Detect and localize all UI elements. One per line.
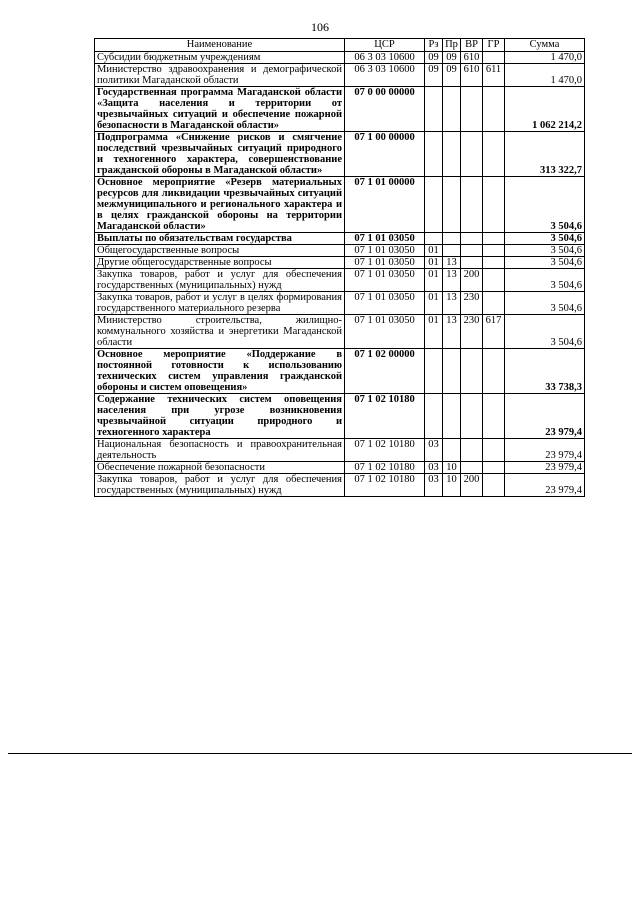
- cell-csr: 07 1 01 03050: [345, 315, 425, 349]
- cell-vr: [461, 132, 483, 177]
- table-row: [95, 257, 585, 269]
- cell-pr: 13: [443, 269, 461, 292]
- cell-pr: [443, 245, 461, 257]
- cell-gr: [483, 257, 505, 269]
- cell-vr: [461, 245, 483, 257]
- cell-sum: 1 062 214,2: [505, 87, 585, 132]
- cell-rz: [425, 394, 443, 439]
- cell-name: Закупка товаров, работ и услуг для обеспечения государственных (муниципальных) нужд: [95, 269, 345, 292]
- cell-csr: 07 1 01 03050: [345, 257, 425, 269]
- cell-rz: 09: [425, 64, 443, 87]
- table-header-row: [95, 39, 585, 52]
- cell-name: Основное мероприятие «Поддержание в постоянной готовности к использованию технических систем управления гражданской обороны и систем оповещения»: [95, 349, 345, 394]
- cell-pr: 13: [443, 257, 461, 269]
- cell-name: Закупка товаров, работ и услуг для обеспечения государственных (муниципальных) нужд: [95, 474, 345, 497]
- cell-gr: [483, 474, 505, 497]
- cell-name: Государственная программа Магаданской области «Защита населения и территории от чрезвычайных ситуаций и обеспечение пожарной безопасности в Магаданской области»: [95, 87, 345, 132]
- cell-gr: [483, 462, 505, 474]
- table-row: [95, 462, 585, 474]
- header-vr: ВР: [461, 39, 483, 52]
- table-body: [95, 52, 585, 497]
- cell-csr: 07 1 02 10180: [345, 474, 425, 497]
- cell-csr: 06 3 03 10600: [345, 52, 425, 64]
- cell-csr: 07 1 01 03050: [345, 292, 425, 315]
- cell-gr: [483, 439, 505, 462]
- cell-gr: [483, 394, 505, 439]
- cell-csr: 06 3 03 10600: [345, 64, 425, 87]
- cell-pr: [443, 394, 461, 439]
- cell-sum: 1 470,0: [505, 52, 585, 64]
- cell-pr: 10: [443, 474, 461, 497]
- header-name: Наименование: [95, 39, 345, 52]
- cell-vr: 610: [461, 52, 483, 64]
- cell-sum: 3 504,6: [505, 315, 585, 349]
- cell-sum: 3 504,6: [505, 269, 585, 292]
- table-row: [95, 269, 585, 292]
- cell-rz: [425, 177, 443, 233]
- table-row: [95, 233, 585, 245]
- table-row: [95, 177, 585, 233]
- cell-pr: [443, 233, 461, 245]
- bottom-rule: [8, 753, 632, 754]
- cell-vr: 200: [461, 269, 483, 292]
- cell-vr: [461, 394, 483, 439]
- cell-pr: [443, 439, 461, 462]
- cell-sum: 33 738,3: [505, 349, 585, 394]
- cell-pr: [443, 349, 461, 394]
- header-pr: Пр: [443, 39, 461, 52]
- cell-vr: 230: [461, 292, 483, 315]
- cell-sum: 23 979,4: [505, 474, 585, 497]
- cell-sum: 23 979,4: [505, 462, 585, 474]
- cell-pr: 10: [443, 462, 461, 474]
- cell-vr: [461, 233, 483, 245]
- cell-name: Основное мероприятие «Резерв материальных ресурсов для ликвидации чрезвычайных ситуаций межмуниципального и регионального характера и в целях гражданской обороны на территории Магаданской области»: [95, 177, 345, 233]
- cell-gr: [483, 132, 505, 177]
- cell-gr: [483, 52, 505, 64]
- cell-vr: 610: [461, 64, 483, 87]
- cell-sum: 23 979,4: [505, 439, 585, 462]
- cell-gr: [483, 292, 505, 315]
- cell-name: Национальная безопасность и правоохранительная деятельность: [95, 439, 345, 462]
- cell-name: Другие общегосударственные вопросы: [95, 257, 345, 269]
- cell-rz: 03: [425, 474, 443, 497]
- cell-sum: 1 470,0: [505, 64, 585, 87]
- cell-pr: 09: [443, 64, 461, 87]
- cell-csr: 07 1 02 10180: [345, 439, 425, 462]
- cell-rz: [425, 349, 443, 394]
- table-row: [95, 132, 585, 177]
- cell-name: Выплаты по обязательствам государства: [95, 233, 345, 245]
- cell-gr: [483, 233, 505, 245]
- cell-pr: 13: [443, 292, 461, 315]
- cell-csr: 07 1 01 00000: [345, 177, 425, 233]
- cell-name: Обеспечение пожарной безопасности: [95, 462, 345, 474]
- cell-sum: 3 504,6: [505, 177, 585, 233]
- table-row: [95, 439, 585, 462]
- cell-gr: [483, 349, 505, 394]
- cell-rz: 01: [425, 292, 443, 315]
- cell-sum: 3 504,6: [505, 292, 585, 315]
- cell-gr: [483, 269, 505, 292]
- cell-pr: [443, 87, 461, 132]
- table-row: [95, 52, 585, 64]
- cell-vr: [461, 177, 483, 233]
- cell-rz: [425, 132, 443, 177]
- cell-csr: 07 0 00 00000: [345, 87, 425, 132]
- cell-rz: 03: [425, 439, 443, 462]
- cell-sum: 3 504,6: [505, 245, 585, 257]
- cell-pr: 09: [443, 52, 461, 64]
- cell-csr: 07 1 00 00000: [345, 132, 425, 177]
- cell-name: Содержание технических систем оповещения населения при угрозе возникновения чрезвычайной ситуации природного и техногенного характера: [95, 394, 345, 439]
- cell-name: Министерство здравоохранения и демографической политики Магаданской области: [95, 64, 345, 87]
- table-row: [95, 245, 585, 257]
- cell-gr: [483, 177, 505, 233]
- cell-sum: 3 504,6: [505, 257, 585, 269]
- cell-csr: 07 1 02 10180: [345, 394, 425, 439]
- table-row: [95, 87, 585, 132]
- cell-csr: 07 1 01 03050: [345, 245, 425, 257]
- table-row: [95, 64, 585, 87]
- cell-gr: [483, 245, 505, 257]
- table-row: [95, 315, 585, 349]
- cell-name: Закупка товаров, работ и услуг в целях формирования государственного материального резерва: [95, 292, 345, 315]
- cell-rz: 03: [425, 462, 443, 474]
- cell-vr: [461, 257, 483, 269]
- cell-name: Подпрограмма «Снижение рисков и смягчение последствий чрезвычайных ситуаций природного и техногенного характера, совершенствование гражданской обороны в Магаданской области»: [95, 132, 345, 177]
- table-row: [95, 349, 585, 394]
- cell-rz: [425, 87, 443, 132]
- table-row: [95, 292, 585, 315]
- budget-table: [94, 38, 585, 497]
- cell-csr: 07 1 02 10180: [345, 462, 425, 474]
- cell-pr: [443, 177, 461, 233]
- table-row: [95, 394, 585, 439]
- header-rz: Рз: [425, 39, 443, 52]
- header-sum: Сумма: [505, 39, 585, 52]
- cell-name: Министерство строительства, жилищно-коммунального хозяйства и энергетики Магаданской области: [95, 315, 345, 349]
- cell-vr: [461, 87, 483, 132]
- cell-rz: [425, 233, 443, 245]
- page-number: 106: [311, 20, 329, 34]
- header-csr: ЦСР: [345, 39, 425, 52]
- cell-name: Субсидии бюджетным учреждениям: [95, 52, 345, 64]
- cell-gr: 617: [483, 315, 505, 349]
- cell-rz: 01: [425, 257, 443, 269]
- cell-name: Общегосударственные вопросы: [95, 245, 345, 257]
- cell-rz: 01: [425, 245, 443, 257]
- cell-gr: 611: [483, 64, 505, 87]
- header-gr: ГР: [483, 39, 505, 52]
- cell-vr: [461, 439, 483, 462]
- cell-vr: [461, 462, 483, 474]
- cell-csr: 07 1 01 03050: [345, 233, 425, 245]
- cell-csr: 07 1 01 03050: [345, 269, 425, 292]
- cell-pr: 13: [443, 315, 461, 349]
- cell-vr: 200: [461, 474, 483, 497]
- cell-vr: 230: [461, 315, 483, 349]
- cell-sum: 313 322,7: [505, 132, 585, 177]
- cell-vr: [461, 349, 483, 394]
- cell-rz: 01: [425, 315, 443, 349]
- cell-rz: 09: [425, 52, 443, 64]
- cell-csr: 07 1 02 00000: [345, 349, 425, 394]
- cell-sum: 23 979,4: [505, 394, 585, 439]
- cell-sum: 3 504,6: [505, 233, 585, 245]
- cell-gr: [483, 87, 505, 132]
- cell-rz: 01: [425, 269, 443, 292]
- table-row: [95, 474, 585, 497]
- cell-pr: [443, 132, 461, 177]
